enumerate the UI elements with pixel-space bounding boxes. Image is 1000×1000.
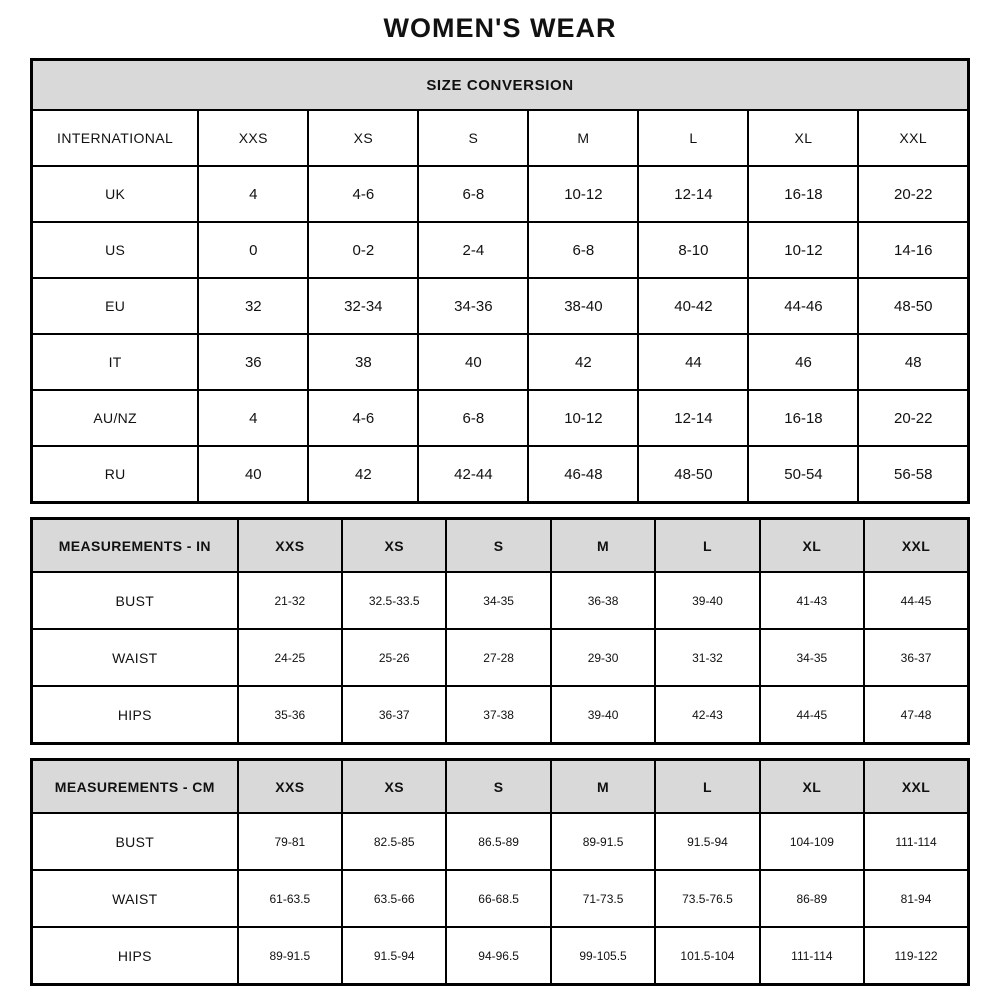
table-row	[32, 390, 969, 446]
table-cell: 48-50	[638, 446, 748, 503]
column-header-size: XS	[308, 110, 418, 166]
table-cell: 81-94	[864, 870, 968, 927]
table-row	[32, 572, 969, 629]
table-cell: 48-50	[858, 278, 968, 334]
table-cell: 21-32	[238, 572, 342, 629]
column-header-size: XL	[760, 760, 864, 814]
table-cell: 34-35	[760, 629, 864, 686]
table-cell: 42-43	[655, 686, 759, 744]
size-conversion-columns-row	[32, 110, 969, 166]
column-header-size: L	[638, 110, 748, 166]
table-cell: 4	[198, 390, 308, 446]
table-cell: 32.5-33.5	[342, 572, 446, 629]
column-header-size: S	[446, 760, 550, 814]
table-cell: 89-91.5	[238, 927, 342, 985]
table-row	[32, 870, 969, 927]
row-label: HIPS	[32, 927, 238, 985]
row-label: RU	[32, 446, 199, 503]
table-cell: 50-54	[748, 446, 858, 503]
table-cell: 4-6	[308, 166, 418, 222]
table-cell: 0	[198, 222, 308, 278]
table-cell: 40	[418, 334, 528, 390]
table-cell: 32-34	[308, 278, 418, 334]
table-cell: 71-73.5	[551, 870, 655, 927]
table-cell: 8-10	[638, 222, 748, 278]
table-row	[32, 222, 969, 278]
table-cell: 6-8	[418, 166, 528, 222]
table-cell: 101.5-104	[655, 927, 759, 985]
row-label: AU/NZ	[32, 390, 199, 446]
measurements-cm-table	[30, 758, 970, 986]
table-row	[32, 166, 969, 222]
table-cell: 6-8	[528, 222, 638, 278]
page-title: WOMEN'S WEAR	[383, 13, 617, 43]
table-cell: 10-12	[528, 166, 638, 222]
table-cell: 36	[198, 334, 308, 390]
row-label: US	[32, 222, 199, 278]
table-cell: 14-16	[858, 222, 968, 278]
table-row	[32, 446, 969, 503]
table-cell: 4-6	[308, 390, 418, 446]
table-cell: 12-14	[638, 166, 748, 222]
table-cell: 16-18	[748, 166, 858, 222]
table-cell: 44	[638, 334, 748, 390]
table-cell: 119-122	[864, 927, 968, 985]
table-cell: 4	[198, 166, 308, 222]
table-cell: 27-28	[446, 629, 550, 686]
table-cell: 32	[198, 278, 308, 334]
table-cell: 46-48	[528, 446, 638, 503]
table-cell: 38-40	[528, 278, 638, 334]
column-header-international: INTERNATIONAL	[32, 110, 199, 166]
table-cell: 0-2	[308, 222, 418, 278]
measurements-in-table	[30, 517, 970, 745]
column-header-size: XL	[760, 519, 864, 573]
table-cell: 47-48	[864, 686, 968, 744]
table-cell: 2-4	[418, 222, 528, 278]
row-label: BUST	[32, 572, 238, 629]
table-cell: 39-40	[655, 572, 759, 629]
column-header-size: XXS	[238, 760, 342, 814]
table-cell: 36-38	[551, 572, 655, 629]
table-cell: 31-32	[655, 629, 759, 686]
row-label: BUST	[32, 813, 238, 870]
measurements-in-header: MEASUREMENTS - IN	[32, 519, 238, 573]
row-label: EU	[32, 278, 199, 334]
table-cell: 48	[858, 334, 968, 390]
column-header-size: M	[528, 110, 638, 166]
column-header-size: L	[655, 760, 759, 814]
table-cell: 56-58	[858, 446, 968, 503]
table-cell: 36-37	[864, 629, 968, 686]
table-cell: 20-22	[858, 390, 968, 446]
size-conversion-band-row	[32, 60, 969, 111]
row-label: UK	[32, 166, 199, 222]
table-row	[32, 813, 969, 870]
table-cell: 39-40	[551, 686, 655, 744]
column-header-size: S	[418, 110, 528, 166]
table-cell: 20-22	[858, 166, 968, 222]
table-cell: 41-43	[760, 572, 864, 629]
table-cell: 6-8	[418, 390, 528, 446]
size-conversion-table	[30, 58, 970, 504]
size-conversion-header: SIZE CONVERSION	[32, 60, 969, 111]
column-header-size: S	[446, 519, 550, 573]
table-cell: 42	[308, 446, 418, 503]
table-cell: 94-96.5	[446, 927, 550, 985]
column-header-size: XS	[342, 519, 446, 573]
table-cell: 16-18	[748, 390, 858, 446]
row-label: WAIST	[32, 870, 238, 927]
table-row	[32, 629, 969, 686]
table-cell: 111-114	[864, 813, 968, 870]
table-cell: 111-114	[760, 927, 864, 985]
table-cell: 10-12	[748, 222, 858, 278]
column-header-size: XXL	[864, 760, 968, 814]
column-header-size: M	[551, 519, 655, 573]
table-cell: 12-14	[638, 390, 748, 446]
table-row	[32, 927, 969, 985]
table-cell: 86.5-89	[446, 813, 550, 870]
table-cell: 82.5-85	[342, 813, 446, 870]
table-cell: 34-35	[446, 572, 550, 629]
measurements-cm-body	[32, 813, 969, 985]
measurements-cm-columns-row	[32, 760, 969, 814]
measurements-cm-header: MEASUREMENTS - CM	[32, 760, 238, 814]
column-header-size: XXL	[858, 110, 968, 166]
column-header-size: XS	[342, 760, 446, 814]
table-cell: 29-30	[551, 629, 655, 686]
table-cell: 38	[308, 334, 418, 390]
table-row	[32, 686, 969, 744]
table-cell: 44-45	[864, 572, 968, 629]
column-header-size: XL	[748, 110, 858, 166]
table-cell: 89-91.5	[551, 813, 655, 870]
table-cell: 73.5-76.5	[655, 870, 759, 927]
table-cell: 37-38	[446, 686, 550, 744]
table-cell: 46	[748, 334, 858, 390]
table-cell: 10-12	[528, 390, 638, 446]
size-conversion-body	[32, 166, 969, 503]
table-cell: 42-44	[418, 446, 528, 503]
measurements-in-body	[32, 572, 969, 744]
table-cell: 79-81	[238, 813, 342, 870]
table-cell: 66-68.5	[446, 870, 550, 927]
table-cell: 40-42	[638, 278, 748, 334]
table-cell: 24-25	[238, 629, 342, 686]
column-header-size: XXS	[238, 519, 342, 573]
table-cell: 86-89	[760, 870, 864, 927]
column-header-size: L	[655, 519, 759, 573]
table-cell: 44-45	[760, 686, 864, 744]
table-cell: 42	[528, 334, 638, 390]
table-cell: 35-36	[238, 686, 342, 744]
table-row	[32, 334, 969, 390]
table-cell: 25-26	[342, 629, 446, 686]
row-label: IT	[32, 334, 199, 390]
table-cell: 40	[198, 446, 308, 503]
table-cell: 63.5-66	[342, 870, 446, 927]
table-cell: 36-37	[342, 686, 446, 744]
column-header-size: M	[551, 760, 655, 814]
table-cell: 61-63.5	[238, 870, 342, 927]
table-cell: 44-46	[748, 278, 858, 334]
table-cell: 91.5-94	[655, 813, 759, 870]
table-cell: 99-105.5	[551, 927, 655, 985]
column-header-size: XXL	[864, 519, 968, 573]
table-cell: 34-36	[418, 278, 528, 334]
column-header-size: XXS	[198, 110, 308, 166]
row-label: HIPS	[32, 686, 238, 744]
row-label: WAIST	[32, 629, 238, 686]
table-cell: 91.5-94	[342, 927, 446, 985]
table-cell: 104-109	[760, 813, 864, 870]
measurements-in-columns-row	[32, 519, 969, 573]
table-row	[32, 278, 969, 334]
